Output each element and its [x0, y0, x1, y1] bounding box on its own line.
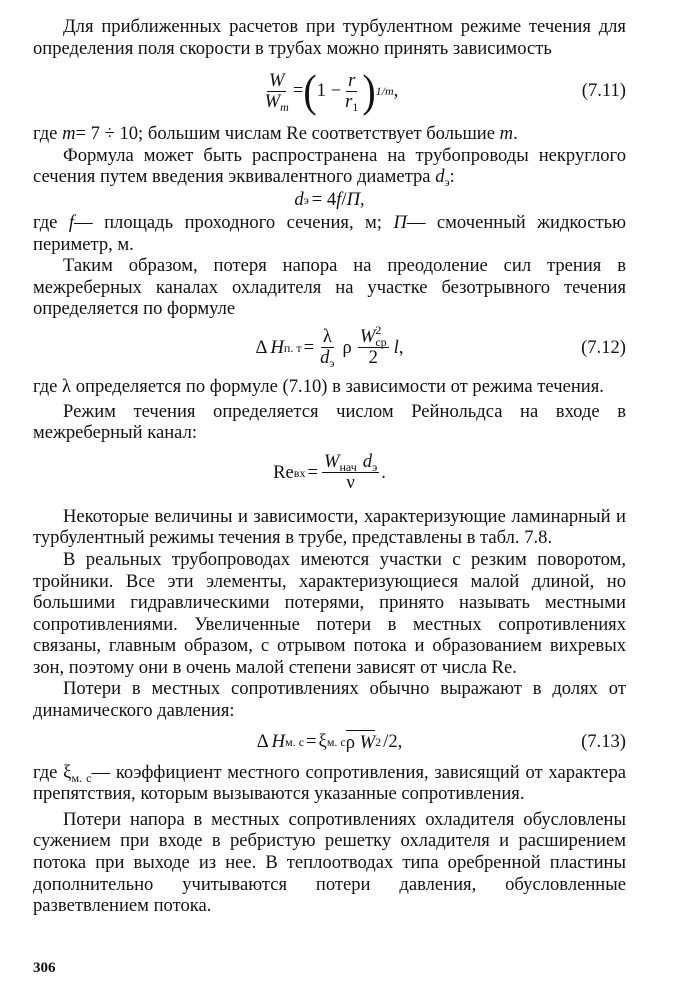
equation-7-13: Δ H м. с = ξ м. с ρ W 2 /2, (7.13)	[256, 730, 626, 753]
eq712-l: l	[393, 337, 399, 359]
eqre-nu: ν	[346, 472, 355, 494]
eq711-eq-sign: =	[292, 80, 304, 102]
p4-pi: П	[393, 211, 407, 233]
eq711-r-den: r	[345, 90, 353, 112]
p4-f: f	[68, 211, 75, 233]
eq711-number: (7.11)	[581, 80, 626, 102]
p2-m2: m	[499, 123, 514, 145]
eq713-rho: ρ	[345, 731, 356, 753]
p11-text-a: где	[33, 761, 58, 783]
p11-text-b: — коэффициент местного сопротивления, зависящий от характера препятствия, которым вызываются указанные сопротивления.	[33, 761, 626, 805]
eqre-d: d	[362, 451, 373, 473]
paragraph-1: Для приближенных расчетов при турбулентном режиме течения для определения поля скорости в трубах можно принять зависимость	[33, 16, 626, 59]
eq711-r-num: r	[348, 69, 356, 91]
eq712-W: W	[359, 326, 376, 348]
paragraph-7: Режим течения определяется числом Рейнольдса на входе в межреберный канал:	[33, 400, 626, 444]
paragraph-3	[33, 145, 626, 188]
paragraph-4	[33, 212, 626, 255]
eq711-lhs-den: W	[264, 90, 281, 112]
eqde-f: f	[336, 189, 342, 211]
eq713-number: (7.13)	[581, 730, 626, 752]
equation-de: d э = 4 f / П ,	[294, 189, 365, 211]
p2-text-c: .	[513, 123, 518, 145]
paragraph-9: В реальных трубопроводах имеются участки с резким поворотом, тройники. Все эти элементы, характеризующиеся малой длиной, но большими гидравлическими потерями, принято называть местными сопротивлениями. Увеличенные потери в местных сопротивлениях связаны, главным образом, с отрывом потока и образованием вихревых зон, поэтому они в очень малой степени зависят от числа Re.	[33, 548, 626, 678]
eq713-eq-sign: =	[306, 730, 317, 752]
paragraph-6: где λ определяется по формуле (7.10) в зависимости от режима течения.	[33, 375, 604, 397]
paragraph-5: Таким образом, потеря напора на преодоление сил трения в межреберных каналах охладителя на участке безотрывного течения определяется по формуле	[33, 255, 626, 320]
eq712-rho: ρ	[342, 337, 352, 359]
p3-text-c: :	[449, 166, 455, 188]
p2-text-a: где	[33, 123, 58, 145]
eqre-Re: Re	[273, 461, 294, 483]
p2-m: m	[62, 123, 76, 145]
eq713-H: H	[271, 730, 286, 752]
page-number: 306	[33, 960, 56, 976]
p11-xi: ξ	[63, 761, 72, 783]
eqre-W: W	[323, 451, 340, 473]
equation-7-11: $\frac{W}{W_m}$ = ( 1 − $\frac{r}{r_1}$ ) 1/m , (7.11)	[264, 64, 626, 117]
p3-d-sub: э	[444, 175, 450, 190]
eqde-pi: П	[346, 189, 360, 211]
eq713-W: W	[359, 731, 376, 753]
eq711-lhs-den-sub: m	[280, 99, 289, 114]
eqde-rest: = 4	[311, 189, 337, 211]
paragraph-10: Потери в местных сопротивлениях обычно выражают в долях от динамического давления:	[33, 678, 626, 722]
eq712-delta: Δ	[255, 337, 268, 359]
eq712-d: d	[320, 347, 330, 369]
eqre-d-sub: э	[372, 460, 378, 475]
p3-d: d	[435, 166, 445, 188]
eq712-lambda: λ	[322, 326, 332, 348]
eq712-trail: ,	[398, 337, 404, 359]
eq713-delta: Δ	[256, 730, 269, 752]
eq712-eq-sign: =	[303, 337, 315, 359]
eq712-W-sup: 2	[375, 323, 382, 338]
paragraph-8: Некоторые величины и зависимости, характеризующие ламинарный и турбулентный режимы течения в трубе, представлены в табл. 7.8.	[33, 505, 626, 549]
eq712-W-sub: ср	[375, 335, 387, 350]
eqre-trail: .	[381, 461, 386, 483]
eq711-r-den-sub: 1	[352, 99, 359, 114]
eqre-eq-sign: =	[307, 461, 318, 483]
eqde-d: d	[294, 189, 304, 211]
paragraph-2	[33, 123, 626, 145]
eq713-overline-group	[346, 730, 375, 754]
eq711-trail: ,	[393, 80, 399, 102]
p3-text-a: Формула может быть распространена на трубопроводы некруглого сечения путем введения эквивалентного диаметра	[33, 144, 626, 188]
eq713-rest: /2,	[383, 730, 403, 752]
eqde-slash: /	[341, 189, 347, 211]
paragraph-12: Потери напора в местных сопротивлениях охладителя обусловлены сужением при входе в ребристую решетку охладителя и расширением потока при выходе из нее. В теплоотводах типа оребренной пластины дополнительно учитываются потери давления, обусловленные разветвлением потока.	[33, 808, 626, 917]
p4-text-a: где	[33, 211, 58, 233]
equation-re: Re вх = $\frac{W_{нач} d_э}{\nu}$ .	[273, 451, 386, 494]
p4-text-b: — площадь проходного сечения, м;	[74, 211, 382, 233]
equation-7-12: Δ H п. т = $\frac{\lambda}{d_э}$ ρ $\frac{W^2_{ср}}{2}$ l , (7.12)	[255, 323, 626, 371]
eqde-trail: ,	[360, 189, 365, 211]
p11-xi-sub: м. с	[71, 770, 92, 785]
eq711-one-minus: 1 −	[316, 80, 342, 102]
paragraph-11	[33, 762, 626, 805]
eq713-xi: ξ	[318, 730, 327, 752]
eq712-two: 2	[368, 347, 378, 369]
p2-text-b: = 7 ÷ 10; большим числам Re соответствует большие	[75, 123, 496, 145]
eq711-lhs-num: W	[268, 69, 285, 91]
eq711-exponent: 1/m	[375, 84, 394, 99]
eq712-d-sub: э	[329, 356, 335, 371]
eq712-number: (7.12)	[581, 337, 626, 359]
eq712-H: H	[270, 337, 284, 359]
p4-text-c: — смоченный жидкостью периметр, м.	[33, 211, 627, 255]
eqre-W-sub: нач	[339, 460, 357, 475]
